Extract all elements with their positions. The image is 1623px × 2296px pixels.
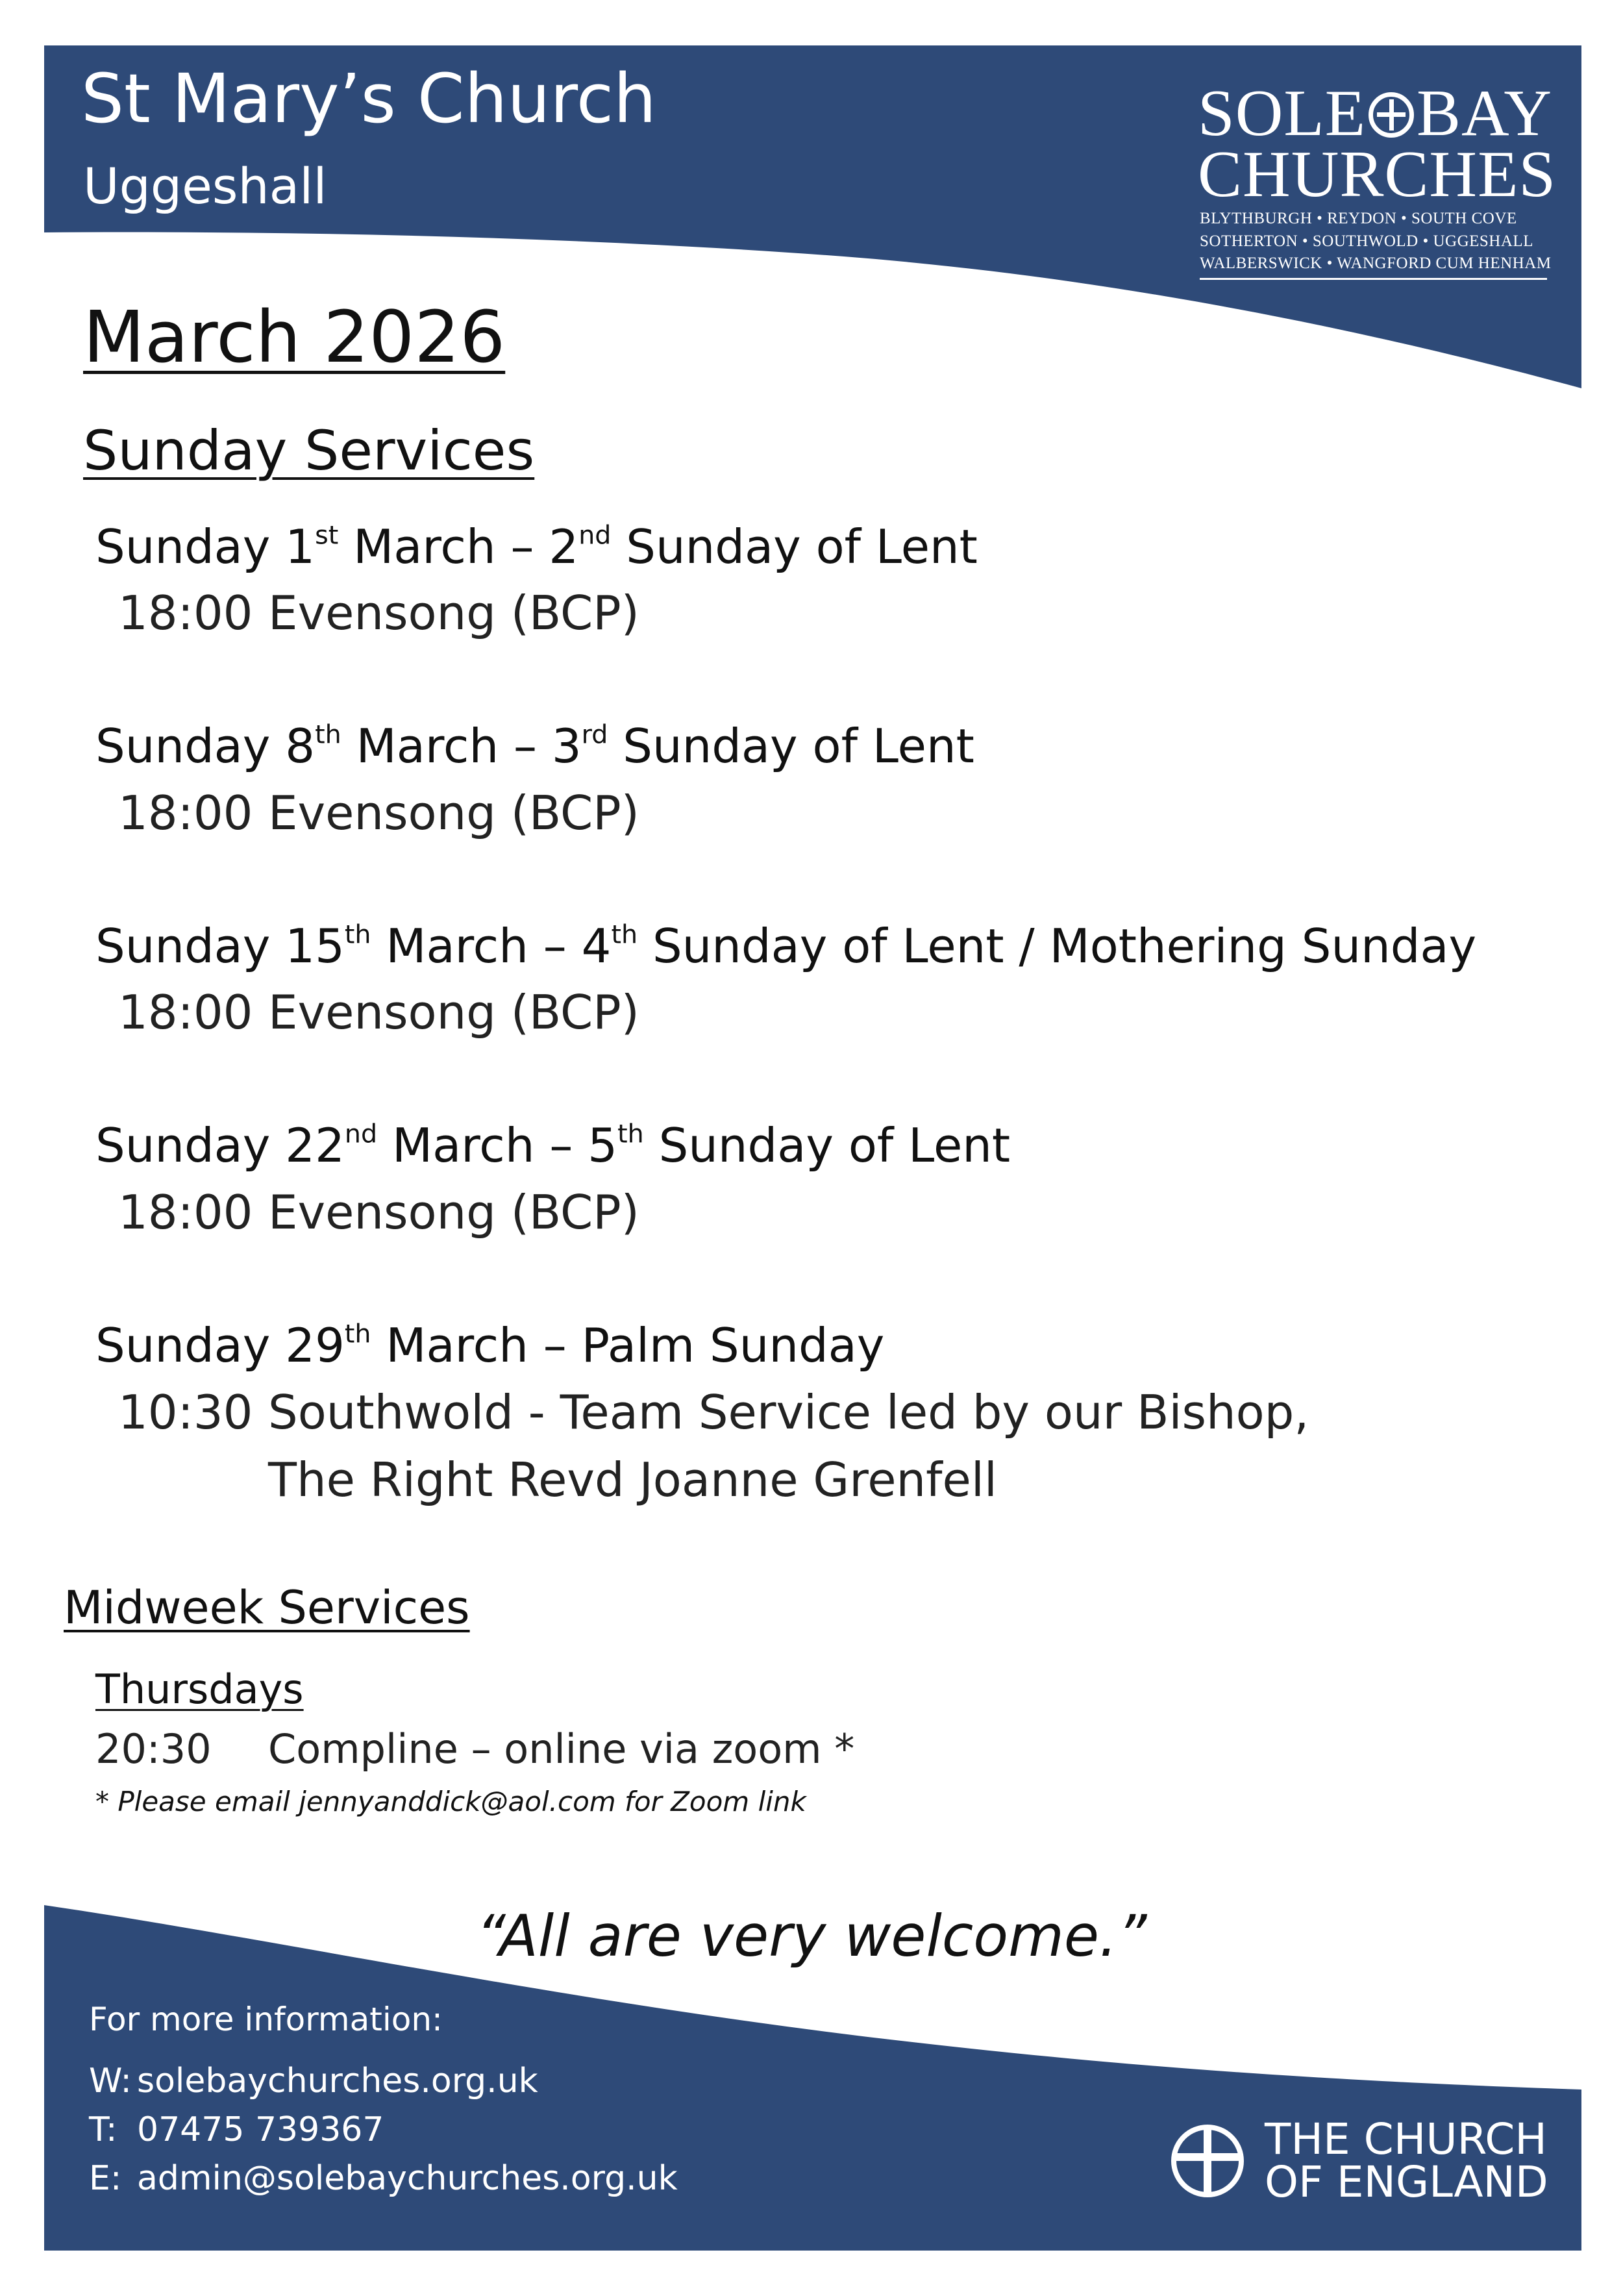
service-time: 18:00 <box>118 1185 253 1240</box>
footer-email: E: admin@solebaychurches.org.uk <box>89 2159 678 2198</box>
service-name: Southwold - Team Service led by our Bishop, <box>268 1385 1309 1440</box>
church-location: Uggeshall <box>83 157 327 215</box>
service-time: 18:00 <box>118 985 253 1040</box>
service-name: Evensong (BCP) <box>268 1185 639 1240</box>
midweek-time: 20:30 <box>95 1725 212 1773</box>
service-time: 10:30 <box>118 1385 253 1440</box>
midweek-day: Thursdays <box>95 1666 304 1713</box>
church-of-england-cross-icon <box>1169 2122 1246 2200</box>
service-title: Sunday 29th March – Palm Sunday <box>95 1318 885 1373</box>
service-name-continued: The Right Revd Joanne Grenfell <box>268 1453 997 1507</box>
service-title: Sunday 8th March – 3rd Sunday of Lent <box>95 719 974 773</box>
zoom-note: * Please email jennyanddick@aol.com for Zoom link <box>95 1786 806 1817</box>
footer-info-label: For more information: <box>89 2001 443 2038</box>
church-of-england-logo-text: THE CHURCH OF ENGLAND <box>1265 2114 1548 2207</box>
footer-website: W: solebaychurches.org.uk <box>89 2062 538 2101</box>
footer-phone: T: 07475 739367 <box>89 2110 384 2149</box>
church-name: St Mary’s Church <box>81 59 656 138</box>
service-name: Evensong (BCP) <box>268 786 639 840</box>
welcome-quote: “All are very welcome.” <box>476 1903 1147 1969</box>
sunday-services-heading: Sunday Services <box>83 419 535 482</box>
service-title: Sunday 15th March – 4th Sunday of Lent / Mothering Sunday <box>95 919 1477 973</box>
logo-parish-list: BLYTHBURGH • REYDON • SOUTH COVE SOTHERTON • SOUTHWOLD • UGGESHALL WALBERSWICK • WANGFORD CUM HENHAM <box>1200 208 1547 280</box>
service-title: Sunday 22nd March – 5th Sunday of Lent <box>95 1118 1011 1173</box>
service-name: Evensong (BCP) <box>268 586 639 640</box>
service-name: Evensong (BCP) <box>268 985 639 1040</box>
midweek-service: Compline – online via zoom * <box>268 1725 855 1773</box>
midweek-services-heading: Midweek Services <box>64 1581 470 1634</box>
month-heading: March 2026 <box>83 295 506 379</box>
service-title: Sunday 1st March – 2nd Sunday of Lent <box>95 519 978 574</box>
service-time: 18:00 <box>118 786 253 840</box>
service-time: 18:00 <box>118 586 253 640</box>
solebay-churches-logo: SOLE BAY CHURCHES <box>1198 77 1557 211</box>
cross-circle-icon <box>1369 92 1414 138</box>
